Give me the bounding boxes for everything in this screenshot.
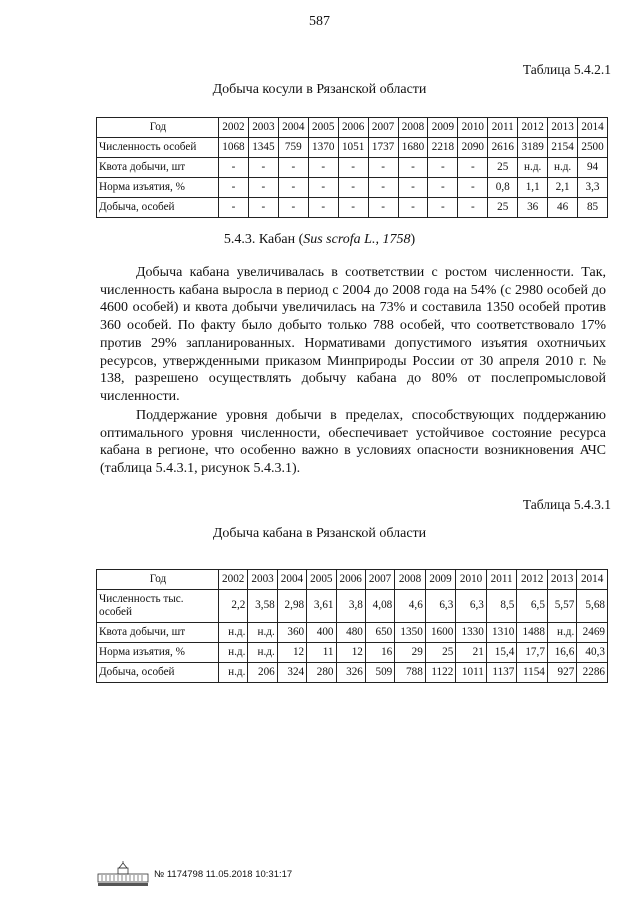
table-cell: 3,3 [578,178,608,198]
table-cell: 29 [395,643,426,663]
table-cell: 6,3 [425,590,456,623]
header-year-label: Год [97,570,219,590]
table-cell: 324 [277,663,306,683]
table-row [97,590,608,623]
table-cell: н.д. [548,158,578,178]
header-year: 2002 [219,118,249,138]
header-year-label: Год [97,118,219,138]
table-cell: 1488 [517,623,548,643]
row-label: Квота добычи, шт [97,158,219,178]
table-cell: 12 [277,643,306,663]
table-cell: - [278,158,308,178]
body-paragraph-1: Добыча кабана увеличивалась в соответствии с ростом численности. Так, численность кабана выросла в период с 2004 до 2008 года на 54% (с 2980 особей до 4600 особей) и квота добычи увеличилась на 73% и составила 1350 особей против 360 особей. По факту было добыто только 788 особей, что соответствовало 17% против 29% запланированных. Нормативами допустимого изъятия охотничьих ресурсов, утвержденными приказом Минприроды России от 30 апреля 2010 г. № 138, разрешено осуществлять добычу кабана до 80% от послепромысловой численности. [100,265,606,404]
table-cell: - [278,198,308,218]
row-label: Добыча, особей [97,663,219,683]
table-cell: 326 [336,663,365,683]
table-cell: 2500 [578,138,608,158]
table-cell: 25 [425,643,456,663]
table-cell: 36 [518,198,548,218]
table-cell: 6,5 [517,590,548,623]
table-cell: 2218 [428,138,458,158]
table-cell: - [248,178,278,198]
header-year: 2002 [219,570,248,590]
table-cell: 509 [365,663,394,683]
table-cell: 2616 [488,138,518,158]
table2-label: Таблица 5.4.3.1 [522,497,611,512]
table-cell: 46 [548,198,578,218]
table-cell: 480 [336,623,365,643]
table-cell: - [308,198,338,218]
header-year: 2008 [395,570,426,590]
table-cell: 4,08 [365,590,394,623]
table-cell: - [338,158,368,178]
table-row [97,663,608,683]
table-cell: 1154 [517,663,548,683]
header-year: 2005 [308,118,338,138]
table-cell: 1330 [456,623,487,643]
table-row [97,138,608,158]
table-cell: - [368,178,398,198]
table-cell: 1068 [219,138,249,158]
table-cell: 788 [395,663,426,683]
table-row [97,643,608,663]
table-cell: - [219,178,249,198]
document-footer [96,860,396,888]
table-cell: - [308,158,338,178]
table-cell: 8,5 [486,590,517,623]
table-cell: 16 [365,643,394,663]
header-year: 2006 [336,570,365,590]
table-cell: - [248,158,278,178]
table-cell: 25 [488,198,518,218]
table-cell: 21 [456,643,487,663]
table-cell: 2,1 [548,178,578,198]
table-cell: 2,98 [277,590,306,623]
table-cell: - [308,178,338,198]
table-cell: 1345 [248,138,278,158]
header-year: 2011 [486,570,517,590]
header-year: 2007 [365,570,394,590]
header-year: 2008 [398,118,428,138]
table-cell: н.д. [219,663,248,683]
header-year: 2011 [488,118,518,138]
table-cell: 1350 [395,623,426,643]
table-cell: 1011 [456,663,487,683]
table-cell: 4,6 [395,590,426,623]
table-cell: 1310 [486,623,517,643]
header-year: 2013 [548,118,578,138]
table-cell: 2090 [458,138,488,158]
table-cell: - [219,158,249,178]
table1-title: Добыча косули в Рязанской области [212,82,427,97]
table2-title: Добыча кабана в Рязанской области [212,526,427,541]
table-cell: н.д. [248,623,277,643]
table-row [97,158,608,178]
roe-deer-harvest-table [96,117,608,218]
table-cell: - [428,198,458,218]
table-cell: 650 [365,623,394,643]
table-cell: 17,7 [517,643,548,663]
table-cell: - [428,158,458,178]
header-year: 2004 [278,118,308,138]
table-cell: - [278,178,308,198]
table-cell: - [219,198,249,218]
table-cell: - [428,178,458,198]
table-cell: - [458,198,488,218]
table-cell: 1051 [338,138,368,158]
table-row [97,198,608,218]
table-cell: 1600 [425,623,456,643]
header-year: 2006 [338,118,368,138]
table-cell: 25 [488,158,518,178]
header-year: 2014 [577,570,608,590]
header-year: 2012 [518,118,548,138]
table-cell: 1,1 [518,178,548,198]
header-year: 2003 [248,118,278,138]
header-year: 2004 [277,570,306,590]
section-title: 5.4.3. Кабан ( [223,232,304,247]
table-cell: 5,57 [547,590,576,623]
table-cell: 15,4 [486,643,517,663]
table-cell: 5,68 [577,590,608,623]
table-cell: - [458,158,488,178]
header-year: 2013 [547,570,576,590]
table-cell: 3,58 [248,590,277,623]
table-cell: н.д. [219,643,248,663]
table-cell: 16,6 [547,643,576,663]
header-year: 2010 [456,570,487,590]
table-cell: - [368,198,398,218]
header-year: 2010 [458,118,488,138]
table-cell: 400 [307,623,336,643]
table-cell: 2286 [577,663,608,683]
table-cell: - [398,158,428,178]
table-cell: 2469 [577,623,608,643]
table-header-row [97,118,608,138]
table-cell: н.д. [219,623,248,643]
table-cell: 1137 [486,663,517,683]
row-label: Численность тыс. особей [97,590,219,623]
table-cell: 40,3 [577,643,608,663]
table-cell: - [398,178,428,198]
header-year: 2014 [578,118,608,138]
table-cell: - [248,198,278,218]
table-cell: 85 [578,198,608,218]
table-cell: н.д. [547,623,576,643]
table-cell: 94 [578,158,608,178]
table-cell: 3,61 [307,590,336,623]
table-row [97,178,608,198]
table-cell: 11 [307,643,336,663]
table-cell: 759 [278,138,308,158]
header-year: 2003 [248,570,277,590]
table-cell: - [458,178,488,198]
header-year: 2009 [428,118,458,138]
header-year: 2007 [368,118,398,138]
section-heading [0,232,639,248]
table-cell: н.д. [518,158,548,178]
table-cell: 1737 [368,138,398,158]
page-number: 587 [309,14,330,29]
header-year: 2009 [425,570,456,590]
table-cell: 927 [547,663,576,683]
header-year: 2005 [307,570,336,590]
table-cell: 2154 [548,138,578,158]
table-cell: 2,2 [219,590,248,623]
table-cell: 280 [307,663,336,683]
row-label: Численность особей [97,138,219,158]
table-cell: - [368,158,398,178]
table-cell: 0,8 [488,178,518,198]
table-cell: 3,8 [336,590,365,623]
table-row [97,623,608,643]
government-building-stamp-icon [96,860,150,888]
row-label: Норма изъятия, % [97,643,219,663]
table-cell: - [338,198,368,218]
section-title-close: ) [410,232,416,247]
body-paragraph-2: Поддержание уровня добычи в пределах, способствующих поддержанию оптимального уровня численности, обеспечивает устойчивое состояние ресурса кабана в регионе, что особенно важно в условиях опасности возникновения АЧС (таблица 5.4.3.1, рисунок 5.4.3.1). [100,408,606,477]
table-cell: 6,3 [456,590,487,623]
table-cell: - [398,198,428,218]
document-stamp-number: № 1174798 11.05.2018 10:31:17 [154,869,293,880]
wild-boar-harvest-table [96,569,608,683]
table-cell: н.д. [248,643,277,663]
row-label: Квота добычи, шт [97,623,219,643]
section-latin-name: Sus scrofa L., 1758 [303,232,411,247]
table-cell: 12 [336,643,365,663]
table-cell: 360 [277,623,306,643]
table-cell: 3189 [518,138,548,158]
table-header-row [97,570,608,590]
table-cell: 1680 [398,138,428,158]
table-cell: 1370 [308,138,338,158]
table-cell: 206 [248,663,277,683]
table-cell: - [338,178,368,198]
table1-label: Таблица 5.4.2.1 [522,62,611,77]
row-label: Добыча, особей [97,198,219,218]
table-cell: 1122 [425,663,456,683]
header-year: 2012 [517,570,548,590]
row-label: Норма изъятия, % [97,178,219,198]
